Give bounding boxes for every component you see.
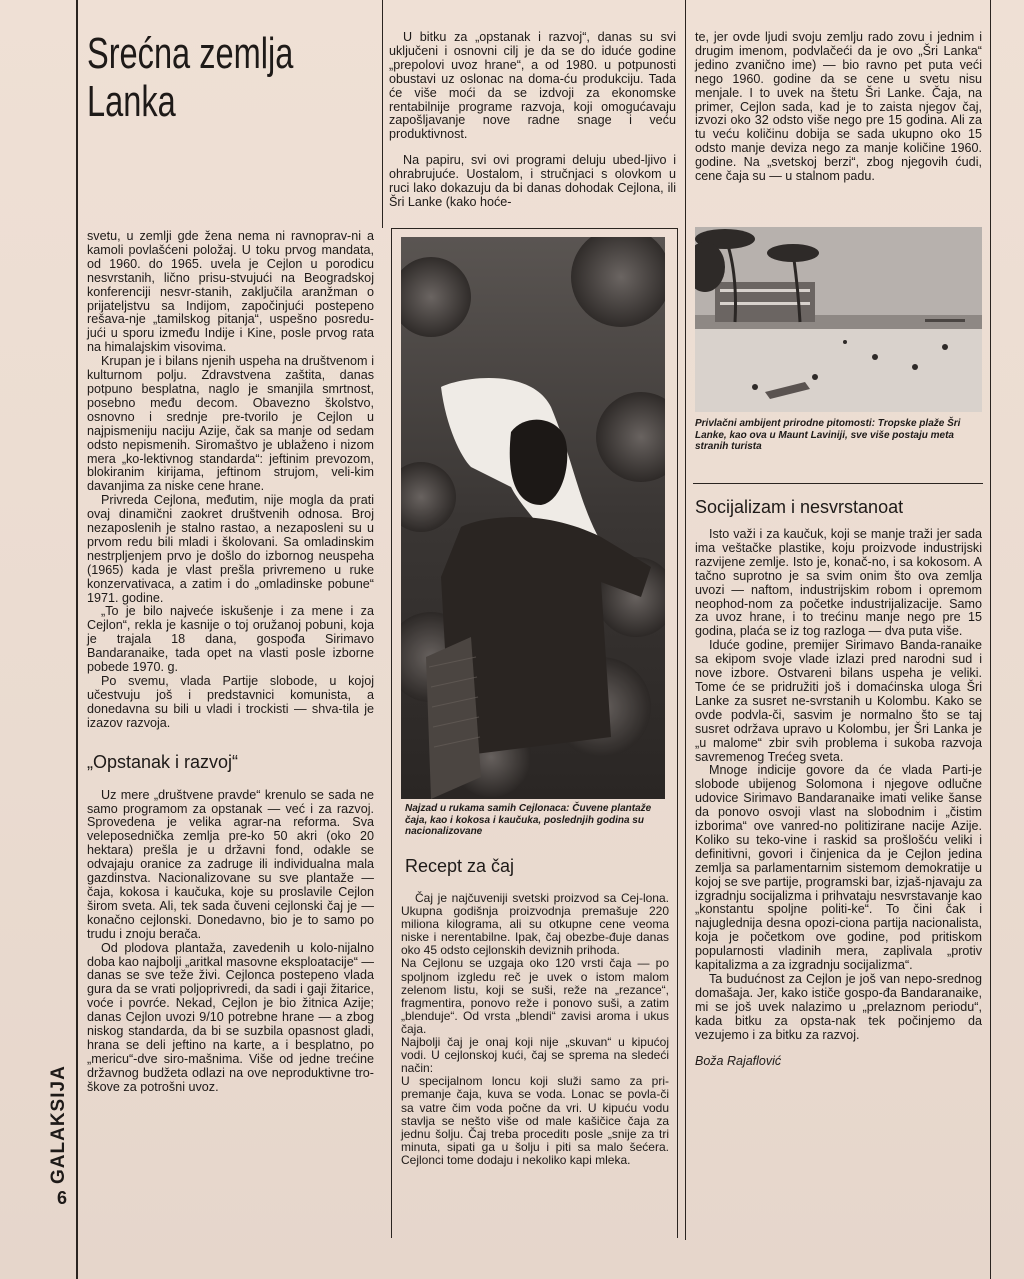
paragraph: Na papiru, svi ovi programi deluju ubed-ljivo i ohrabrujuće. Uostalom, i stručnjaci s olovkom u ruci lako dokazuju da bi danas dohodak Cejlona, ili Šri Lanke (kako hoće- [389, 153, 676, 209]
column-3-top [695, 31, 982, 184]
paragraph: Iduće godine, premijer Sirimavo Banda-ranaike sa ekipom svoje vlade izlazi pred narodni sud i nove izbore. Ostvareni bilans uspeha je veliki. Tome će se pridružiti još i domaćinska uloga Šri Lanke za susret ne-svrstanih u Kolombu. Kako se ovde podvla-či, sasvim je normalno što se taj susret održava upravo u Kolombu, jer Šri Lanka je „u malome“ zbir svih problema i sukoba razvoja savremenog Trećeg sveta. [695, 638, 982, 764]
column-3-body [695, 528, 982, 1068]
paragraph: U bitku za „opstanak i razvoj“, danas su svi uključeni i osnovni cilj je da se do iduće godine „prepolovi uvoz hrane“, a od 1980. u potpunosti obustavi uz oslonac na doma-ću produkciju. Tada će više moći da se izdvoji za ekonomske rentabilnije programe razvoja, koji omogućavaju zapošljavanje nove radne snage i veću produktivnost. [389, 30, 676, 142]
magazine-logo [48, 1066, 70, 1184]
paragraph: svetu, u zemlji gde žena nema ni ravnoprav-ni a kamoli povlašćeni položaj. U toku prvog mandata, od 1960. do 1965. uvela je Cejlon u porodicu nesvrstanih, lično prisu-stvujući na Beogradskoj konferenciji nesvr-stanih, zaključila aranžman o prijateljstvu sa Indijom, započinjući postepeno rešava-nje „tamilskog pitanja“, uspešno posredu-jući u sporu između Indije i Kine, posle prvog rata na himalajskim visovima. [87, 229, 374, 355]
section-rule [693, 483, 983, 484]
paragraph: Privreda Cejlona, međutim, nije mogla da prati ovaj dinamični zaokret društvenih odnosa. Broj nezaposlenih je stalno rastao, a nezaposleni su u prvom redu bili mladi i školovani. Sa omladinskim nestrpljenjem prvo je došlo do izbornog neuspeha (1965) kada je vlast prešla privremeno u ruke konzervativaca, a zatim i do „omladinske pobune“ 1971. godine. [87, 493, 374, 605]
title-line-2: Lanka [87, 77, 176, 126]
column-rule-1 [382, 0, 383, 228]
paragraph: Krupan je i bilans njenih uspeha na društvenom i kulturnom polju. Zdravstvena zaštita, danas potpuno besplatna, naglo je smanjila smrtnost, posebno među decom. Obavezno školstvo, osnovno i srednje pre-tvorilo je Cejlon u najpismeniju naciju Azije, čak sa manje od sedam odsto nepismenih. Siromaštvo je ublaženo i nizom mera „ko-lektivnog standarda“: jeftinim prevozom, blokiranim kirijama, jeftinom strujom, veli-kim davanjima za niske cene hrane. [87, 354, 374, 494]
column-2-top [389, 31, 676, 210]
author-signature: Boža Rajaflović [695, 1053, 782, 1068]
paragraph: Isto važi i za kaučuk, koji se manje traži jer sada ima veštačke plastike, koju proizvode industrijski razvijene zemlje. Isto je, konač-no, i sa kokosom. A tačno suprotno je sa svim onim što ova zemlja uvozi — naftom, industrijskim robom i opremom neophod-nom za početke industrijalizacije. Samo za uvoz hrane, i to trećinu manje nego pre 15 godina, plaća se iz tog razloga — dva puta više. [695, 527, 982, 639]
magazine-name: GALAKSIJA [48, 1065, 69, 1184]
paragraph: Najbolji čaj je onaj koji nije „skuvan“ u kipućoj vodi. U cejlonskoj kući, čaj se sprema na sledeći način: [401, 1035, 669, 1076]
recipe-title: Recept za čaj [405, 856, 515, 876]
subhead-opstanak: „Opstanak i razvoj“ [87, 751, 239, 772]
column-1 [87, 230, 374, 1095]
title-line-1: Srećna zemlja [87, 29, 294, 78]
box-rule-left [391, 228, 392, 1238]
beach-photo [695, 227, 982, 412]
column-rule-right [990, 0, 991, 1279]
column-rule-left [76, 0, 78, 1279]
paragraph: „To je bilo najveće iskušenje i za mene i za Cejlon“, rekla je kasnije o toj oružanoj pobuni, koja je trajala 18 dana, gospođa Sirimavo Bandaranaike, tada opet na vlasti posle izborne pobede 1970. g. [87, 604, 374, 675]
paragraph: Ta budućnost za Cejlon je još van nepo-srednog domašaja. Jer, kako ističe gospo-đa Bandaranaike, mi se još uvek nalazimo u „prelaznom periodu“, kada bitku za opsta-nak tek počinjemo da vezujemo i za bitku za razvoj. [695, 972, 982, 1042]
tea-picker-icon [401, 237, 665, 799]
photo-caption-tea: Najzad u rukama samih Cejlonaca: Čuvene plantaže čaja, kao i kokosa i kaučuka, poslednjih godina su nacionalizovane [405, 803, 652, 837]
paragraph: te, jer ovde ljudi svoju zemlju rado zovu i jednim i drugim imenom, podvlačeći da je ovo „Šri Lanka“ jedino zvanično ime) — bio ravno pet puta veći nego 1960. godine da se cene u svetu nisu menjale. I to uvek na štetu Šri Lanke. Čaja, na primer, Cejlon sada, kad je to zaista njegov čaj, izvozi oko 32 odsto više nego pre 15 godina. Ali za tu veću količinu dobija se sada ukupno oko 15 odsto manje deviza nego za manje količine 1960. godine. Na „svetskoj berzi“, zbog njegovih ćudi, cene čaja su — u stalnom padu. [695, 30, 982, 184]
paragraph: Uz mere „društvene pravde“ krenulo se sada ne samo programom za opstanak — već i za razvoj. Sprovedena je velika agrar-na reforma. Sva veleposednička zemlja pre-ko 50 akri (oko 20 hektara) prešla je u državni fond, odakle se odvajaju oranice za zadruge ili individualna mala gazdinstva. Nacionalizovane su sve plantaže — čaja, kokosa i kaučuka, koje su proslavile Cejlon širom sveta. Ali, tek sada čuveni cejlonski čaj je — konačno cejlonski. Donedavno, bio je to samo po trudu i znoju berača. [87, 787, 374, 941]
box-rule-right [677, 228, 678, 1238]
box-rule-top [391, 228, 678, 229]
paragraph: Čaj je najčuveniji svetski proizvod sa Cej-lona. Ukupna godišnja proizvodnja premašuje 220 miliona kilograma, ali su otkupne cene veoma niske i nerentabilne. Ipak, čaj obezbe-đuje danas oko 45 odsto cejlonskih deviznih prihoda. [401, 891, 669, 958]
column-rule-2 [685, 0, 686, 1240]
paragraph: Od plodova plantaža, zavedenih u kolo-nijalno doba kao najbolji „aritkal masovne eksploatacije“ — danas se sve teže živi. Cejlonca postepeno vlada gura da se vrati poljoprivredi, da sadi i gaji žitarice, voće i povrće. Nekad, Cejlon je bio žitnica Azije; danas Cejlon uvozi 9/10 potrebne hrane — a zbog niskog standarda, da bi se suzbila opasnost gladi, hrana se deli jeftino na karte, a i besplatno, po „mericu“-dve siro-mašnima. Više od jedne trećine državnog budžeta odlazi na ove neproduktivne tro-škove za potrošni uvoz. [87, 940, 375, 1094]
paragraph: Mnoge indicije govore da će vlada Parti-je slobode ubijenog Solomona i njegove odlučne udovice Sirimavo Bandaranaike imati velike šanse da ponovo osvoji vlast na slobodnim i „čistim izborima“ ove vanred-no politizirane nacije Azije. Koliko su teko-vine i raskid sa prošlošću veliki i definitivni, govori i činjenica da je Cejlon jedina zemlja sa parlamentarnim sistemom demokratije u kojoj se sve partije, programski bar, izjaš-njavaju za izgradnju socijalizma i prihvataju nesvrstavanje kao „konstantu spoljne politi-ke“. To čini čak i najuglednija desna opozi-ciona partija nacionalista, koja je početkom ove godine, pod pritiskom popularnosti vladinih mera, zaplivala „protiv kapitalizma a za izgradnju socijalizma“. [695, 763, 982, 973]
paragraph: U specijalnom loncu koji služi samo za pri-premanje čaja, kuva se voda. Lonac se povla-či sa vatre čim voda počne da vri. U kipuću vodu stavlja se nešto više od male kašičice čaja za jednu šolju. Čaj treba proceditı posle „snije za tri minuta, sipati ga u šolju i piti sa malo šećera. Cejlonci tome dodaju i nekoliko kapi mleka. [401, 1074, 669, 1167]
paragraph: Na Cejlonu se uzgaja oko 120 vrsti čaja — po spoljnom izgledu reč je uvek o istom malom zelenom listu, koji se suši, reže na „rezance“, fragmentira, ponovo reže i ponovo suši, a zatim „blenduje“. Od vrsta „blendi“ zavisi aroma i ukus čaja. [401, 956, 669, 1036]
photo-caption-beach: Privlačni ambijent prirodne pitomosti: Tropske plaže Šri Lanke, kao ova u Maunt Laviniji, sve više postaju meta stranih turista [695, 418, 961, 452]
tea-picker-photo [401, 237, 665, 799]
beach-icon [695, 227, 982, 412]
subhead-socijalizam: Socijalizam i nesvrstanoat [695, 497, 904, 517]
paragraph: Po svemu, vlada Partije slobode, u kojoj učestvuju još i predstavnici komunista, a donedavna su bili u vladi i trockisti — shva-tila je izazov razvoja. [87, 674, 374, 730]
article-title [87, 30, 293, 126]
recipe-body [401, 892, 669, 1167]
page-number: 6 [57, 1188, 68, 1208]
